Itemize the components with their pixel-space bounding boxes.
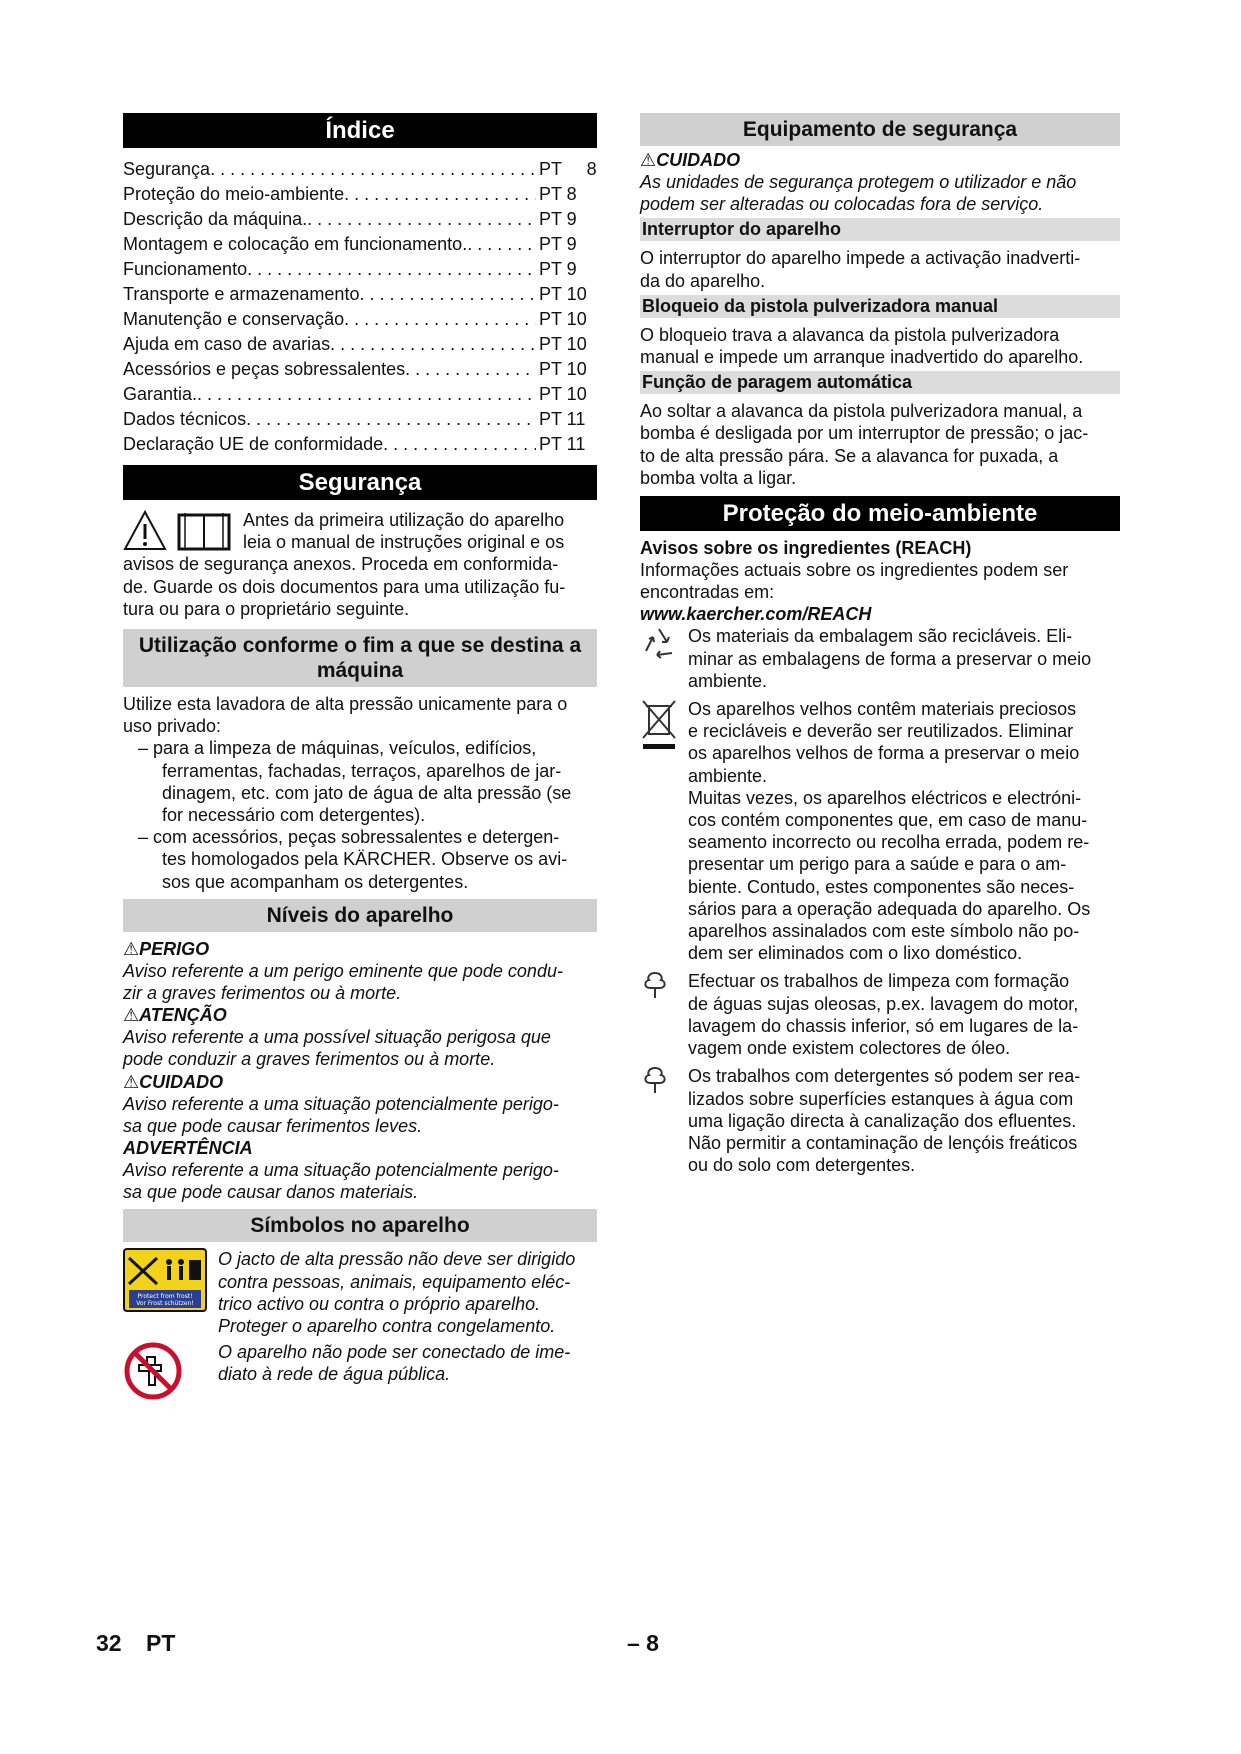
symbol-line: Proteger o aparelho contra congelamento. [218, 1316, 556, 1337]
toc-leader [344, 182, 536, 207]
oil-line: vagem onde existem colectores de óleo. [688, 1038, 1011, 1059]
toc-entry[interactable] [123, 157, 597, 182]
weee-line: Os aparelhos velhos contêm materiais preciosos [688, 699, 1077, 720]
danger-label: ⚠PERIGO [123, 938, 210, 959]
recycle-icon [640, 625, 688, 668]
safety-intro-line: de. Guarde os dois documentos para uma utilização fu- [123, 576, 566, 597]
toc-leader [246, 407, 536, 432]
toc-entry[interactable] [123, 407, 597, 432]
symbol-line: O jacto de alta pressão não deve ser dirigido [218, 1249, 576, 1270]
toc-entry-page: PT 9 [539, 259, 577, 279]
auto-stop-line: bomba volta a ligar. [640, 467, 797, 488]
toc-entry-page: PT 10 [539, 334, 587, 354]
safety-equipment-heading: Equipamento de segurança [640, 113, 1120, 146]
symbols-heading: Símbolos no aparelho [123, 1209, 597, 1242]
toc-leader [467, 232, 536, 257]
detergent-line: Os trabalhos com detergentes só podem ser rea- [688, 1066, 1081, 1087]
level-line: sa que pode causar danos materiais. [123, 1182, 419, 1203]
toc-entry-label: Funcionamento [123, 259, 248, 279]
lock-line: manual e impede um arranque inadvertido do aparelho. [640, 347, 1084, 368]
no-spray-label-icon [123, 1248, 218, 1317]
recycle-line: Os materiais da embalagem são recicláveis. Eli- [688, 626, 1073, 647]
auto-stop-subheading: Função de paragem automática [640, 371, 1120, 394]
environment-tree-icon [640, 970, 688, 1005]
item-line: – para a limpeza de máquinas, veículos, edifícios, [138, 738, 537, 759]
weee-line: e recicláveis e deverão ser reutilizados. Eliminar [688, 721, 1074, 742]
toc-entry-page: PT 8 [539, 159, 597, 179]
left-column [123, 113, 597, 1406]
item-line: tes homologados pela KÄRCHER. Observe os avi- [162, 849, 568, 870]
weee-line: aparelhos assinalados com este símbolo não po- [688, 921, 1080, 942]
intended-use-heading [123, 629, 597, 687]
weee-text [688, 698, 1120, 964]
safety-intro [123, 509, 597, 620]
toc-entry-page: PT 9 [539, 209, 577, 229]
toc-entry[interactable] [123, 232, 597, 257]
level-line: Aviso referente a uma possível situação perigosa que [123, 1027, 551, 1048]
intended-use-heading-line: máquina [316, 659, 404, 683]
crossed-bin-icon [640, 698, 688, 763]
safety-intro-line: leia o manual de instruções original e os [243, 532, 565, 553]
toc-entry-label: Dados técnicos [123, 409, 247, 429]
toc-entry-label: Descrição da máquina. [123, 209, 308, 229]
auto-stop-line: Ao soltar a alavanca da pistola pulverizadora manual, a [640, 401, 1083, 422]
weee-line: ambiente. [688, 765, 768, 786]
item-line: – com acessórios, peças sobressalentes e detergen- [138, 827, 560, 848]
symbol-text [218, 1341, 570, 1385]
page-footer-left [96, 1630, 175, 1657]
intended-use-heading-line: Utilização conforme o fim a que se destina a [138, 634, 582, 658]
notice-label: ADVERTÊNCIA [123, 1138, 253, 1159]
recycle-line: ambiente. [688, 670, 768, 691]
reach-link[interactable]: www.kaercher.com/REACH [640, 604, 872, 625]
weee-line: sários para a operação adequada do aparelho. Os [688, 898, 1091, 919]
recycle-text [688, 625, 1120, 692]
level-line: Aviso referente a uma situação potencialmente perigo- [123, 1093, 559, 1114]
toc-list [123, 157, 597, 457]
toc-entry-label: Ajuda em caso de avarias [123, 334, 331, 354]
detergent-line: ou do solo com detergentes. [688, 1155, 916, 1176]
toc-entry-page: PT 11 [539, 434, 586, 454]
page-footer-center: – 8 [627, 1630, 659, 1656]
symbol-text [218, 1248, 575, 1337]
auto-stop-line: to de alta pressão pára. Se a alavanca for puxada, a [640, 445, 1059, 466]
levels-heading: Níveis do aparelho [123, 899, 597, 932]
auto-stop-line: bomba é desligada por um interruptor de pressão; o jac- [640, 423, 1089, 444]
toc-leader [344, 307, 536, 332]
toc-entry-label: Garantia. [123, 384, 198, 404]
reach-heading: Avisos sobre os ingredientes (REACH) [640, 538, 972, 559]
safety-heading: Segurança [123, 465, 597, 500]
toc-entry[interactable] [123, 307, 597, 332]
toc-entry-label: Manutenção e conservação [123, 309, 345, 329]
toc-entry[interactable] [123, 432, 597, 457]
switch-subheading: Interruptor do aparelho [640, 218, 1120, 241]
intended-use-item [123, 737, 597, 826]
caution-line: As unidades de segurança protegem o utilizador e não [640, 172, 1077, 192]
safety-intro-line: Antes da primeira utilização do aparelho [243, 510, 565, 530]
toc-entry[interactable] [123, 382, 597, 407]
environment-heading: Proteção do meio-ambiente [640, 496, 1120, 531]
recycle-line: minar as embalagens de forma a preservar o meio [688, 648, 1092, 669]
language-code: PT [145, 1630, 176, 1656]
lock-subheading: Bloqueio da pistola pulverizadora manual [640, 295, 1120, 318]
weee-line: dem ser eliminados com o lixo doméstico. [688, 943, 1023, 964]
warning-label: ⚠ATENÇÃO [123, 1005, 227, 1026]
toc-leader [247, 257, 536, 282]
weee-line: presentar um perigo para a saúde e para o am- [688, 854, 1067, 875]
no-public-water-icon [123, 1341, 218, 1406]
weee-line: biente. Contudo, estes componentes são neces- [688, 876, 1075, 897]
level-line: Aviso referente a uma situação potencialmente perigo- [123, 1160, 559, 1181]
weee-line: Muitas vezes, os aparelhos eléctricos e electróni- [688, 787, 1082, 808]
toc-entry-page: PT 10 [539, 284, 587, 304]
switch-line: O interruptor do aparelho impede a activação inadverti- [640, 248, 1081, 269]
weee-line: cos contém componentes que, em caso de manu- [688, 810, 1088, 831]
environment-tree-icon [640, 1065, 688, 1100]
weee-paragraph [640, 698, 1120, 964]
toc-entry[interactable] [123, 182, 597, 207]
frost-label-line: Protect from frost! [137, 1293, 193, 1301]
toc-entry[interactable] [123, 282, 597, 307]
toc-leader [405, 357, 536, 382]
toc-entry[interactable] [123, 207, 597, 232]
toc-entry-label: Acessórios e peças sobressalentes [123, 359, 406, 379]
oil-line: de águas sujas oleosas, p.ex. lavagem do motor, [688, 993, 1079, 1014]
detergent-text [688, 1065, 1120, 1176]
detergent-paragraph [640, 1065, 1120, 1176]
oil-line: Efectuar os trabalhos de limpeza com formação [688, 971, 1070, 992]
item-line: dinagem, etc. com jato de água de alta pressão (se [162, 782, 572, 803]
item-line: sos que acompanham os detergentes. [162, 871, 469, 892]
intended-use-line: uso privado: [123, 716, 222, 737]
symbol-line: contra pessoas, animais, equipamento eléc- [218, 1271, 571, 1292]
item-line: for necessário com detergentes). [162, 805, 426, 826]
intended-use-item [123, 826, 597, 893]
symbol-line: trico activo ou contra o próprio aparelho. [218, 1293, 541, 1314]
toc-entry-page: PT 11 [539, 409, 586, 429]
oil-line: lavagem do chassis inferior, só em lugares de la- [688, 1015, 1079, 1036]
oil-text [688, 970, 1120, 1059]
item-line: ferramentas, fachadas, terraços, aparelhos de jar- [162, 760, 562, 781]
toc-entry[interactable] [123, 357, 597, 382]
toc-leader [330, 332, 536, 357]
safety-intro-line: avisos de segurança anexos. Proceda em conformida- [123, 554, 559, 575]
detergent-line: uma ligação directa à canalização dos efluentes. [688, 1110, 1077, 1131]
caution-line: podem ser alteradas ou colocadas fora de serviço. [640, 194, 1044, 215]
toc-heading: Índice [123, 113, 597, 148]
toc-entry[interactable] [123, 332, 597, 357]
symbol-item [123, 1248, 597, 1337]
toc-leader [210, 157, 536, 182]
reach-line: encontradas em: [640, 582, 775, 603]
recycle-paragraph [640, 625, 1120, 692]
toc-leader [383, 432, 536, 457]
toc-leader [307, 207, 536, 232]
right-column [640, 113, 1120, 1180]
toc-entry-page: PT 10 [539, 309, 587, 329]
toc-entry-page: PT 8 [539, 184, 577, 204]
level-line: Aviso referente a um perigo eminente que pode condu- [123, 960, 563, 981]
detergent-line: lizados sobre superfícies estanques à água com [688, 1088, 1074, 1109]
levels-body [123, 938, 597, 1204]
switch-line: da do aparelho. [640, 270, 766, 291]
intended-use-body [123, 693, 597, 893]
level-line: pode conduzir a graves ferimentos ou à morte. [123, 1049, 496, 1070]
level-line: zir a graves ferimentos ou à morte. [123, 983, 402, 1004]
caution-label: ⚠CUIDADO [123, 1071, 224, 1092]
toc-entry-label: Transporte e armazenamento [123, 284, 360, 304]
oil-paragraph [640, 970, 1120, 1059]
symbol-line: diato à rede de água pública. [218, 1364, 451, 1385]
symbol-line: O aparelho não pode ser conectado de ime- [218, 1342, 571, 1363]
warning-manual-icons [123, 509, 241, 553]
toc-entry-page: PT 9 [539, 234, 577, 254]
toc-entry-label: Declaração UE de conformidade [123, 434, 384, 454]
toc-entry[interactable] [123, 257, 597, 282]
weee-line: os aparelhos velhos de forma a preservar o meio [688, 743, 1080, 764]
toc-leader [197, 382, 536, 407]
safety-intro-line: tura ou para o proprietário seguinte. [123, 598, 410, 619]
page-number: 32 [96, 1630, 122, 1656]
toc-entry-label: Proteção do meio-ambiente [123, 184, 345, 204]
toc-entry-page: PT 10 [539, 359, 587, 379]
level-line: sa que pode causar ferimentos leves. [123, 1115, 423, 1136]
frost-label-line: Vor Frost schützen! [136, 1300, 194, 1308]
caution-label: ⚠CUIDADO [640, 150, 741, 170]
toc-entry-page: PT 10 [539, 384, 587, 404]
reach-line: Informações actuais sobre os ingredientes podem ser [640, 560, 1069, 581]
toc-entry-label: Montagem e colocação em funcionamento. [123, 234, 468, 254]
toc-entry-label: Segurança [123, 159, 211, 179]
symbol-item [123, 1341, 597, 1406]
toc-leader [359, 282, 536, 307]
weee-line: seamento incorrecto ou recolha errada, podem re- [688, 832, 1090, 853]
detergent-line: Não permitir a contaminação de lençóis freáticos [688, 1132, 1078, 1153]
lock-line: O bloqueio trava a alavanca da pistola pulverizadora [640, 324, 1060, 345]
intended-use-line: Utilize esta lavadora de alta pressão unicamente para o [123, 694, 568, 715]
